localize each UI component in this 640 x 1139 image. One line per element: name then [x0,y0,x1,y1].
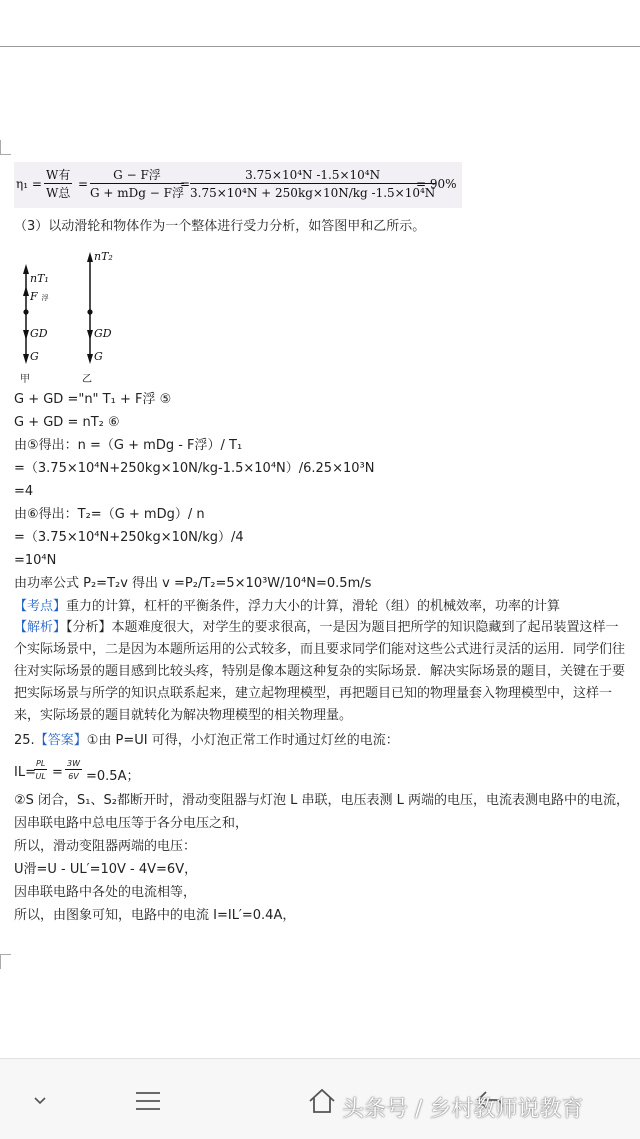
formula-fraction-2: G − F浮 G + mDg − F浮 [90,168,184,200]
kaodian-tag: 【考点】 [14,599,67,614]
equation-5: G + GD ="n" T₁ + F浮 ⑤ [14,392,172,407]
il-fraction-1: $\frac{PL}{UL}$ [35,759,46,781]
equation-6: G + GD = nT₂ ⑥ [14,415,120,430]
top-divider [0,46,640,47]
page-corner-mark-bottom [0,954,11,969]
jia-F-label: F浮 [30,290,49,303]
yi-G-arrowhead [87,354,93,364]
q25-tag: 【答案】 [34,733,87,748]
derive-T2: 由⑥得出：T₂=（G + mDg）/ n [14,507,205,522]
yi-G-label: G [94,350,103,363]
chevron-down-button[interactable] [22,1081,58,1121]
derive-n-calc: =（3.75×10⁴N+250kg×10N/kg-1.5×10⁴N）/6.25×10³N [14,461,375,476]
home-button[interactable] [302,1081,342,1121]
il-result: =0.5A； [86,769,140,784]
derive-n: 由⑤得出：n =（G + mDg - F浮）/ T₁ [14,438,243,453]
derive-T2-calc: =（3.75×10⁴N+250kg×10N/kg）/4 [14,530,244,545]
jiexi-tag: 【解析】 [14,620,67,635]
intro-text: （3）以动滑轮和物体作为一个整体进行受力分析，如答图甲和乙所示。 [14,219,426,234]
jia-caption: 甲 [20,374,30,385]
formula-result: = 90% [416,177,457,191]
il-eq: = [52,765,63,780]
home-icon [307,1087,337,1115]
il-lhs: IL= [14,765,36,780]
derive-n-result: =4 [14,484,34,499]
jiexi-paragraph [14,617,630,727]
jia-nT1-label: nT₁ [30,272,49,285]
menu-icon [134,1090,162,1112]
jia-G-label: G [30,350,39,363]
q25-number: 25. [14,733,35,748]
part2-line-2: 因串联电路中总电压等于各分电压之和， [14,816,249,831]
derive-T2-result: =10⁴N [14,553,57,568]
yi-GD-arrowhead [87,330,93,340]
yi-nT2-arrowhead [87,252,93,262]
current-formula [14,756,214,790]
jia-GD-label: GD [30,327,48,340]
page-corner-mark [0,140,11,155]
part2-line-3: 所以，滑动变阻器两端的电压： [14,839,197,854]
force-diagram-svg [18,244,158,388]
il-fraction-2: $\frac{3W}{6V}$ [67,759,80,781]
jia-G-arrowhead [23,354,29,364]
yi-caption: 乙 [82,374,92,385]
power-formula-line: 由功率公式 P₂=T₂v 得出 v =P₂/T₂=5×10³W/10⁴N=0.5m/s [14,576,372,591]
jia-GD-arrowhead [23,330,29,340]
yi-nT2-label: nT₂ [94,250,113,263]
chevron-down-icon [33,1096,47,1106]
jia-nT1-arrowhead [23,264,29,274]
part2-line-5: 因串联电路中各处的电流相等， [14,885,197,900]
part2-line-6: 所以，由图象可知，电路中的电流 I=IL′=0.4A， [14,908,296,923]
jiexi-text: 【分析】本题难度很大，对学生的要求很高，一是因为题目把所学的知识隐藏到了起吊装置这样一个实际场景中，二是因为本题所运用的公式较多，而且要求同学们能对这些公式进行灵活的运用．同学们往往对实际场景的题目感到比较头疼，特别是像本题这种复杂的实际场景．解决实际场景的题目，关键在于要把实际场景与所学的知识点联系起来，建立起物理模型，再把题目已知的物理量套入物理模型中，这样一来，实际场景的题目就转化为解决物理模型的相关物理量。 [14,620,626,723]
menu-button[interactable] [128,1081,168,1121]
formula-fraction-3: $\frac{\text{3.75×10⁴N -1.5×10⁴N}}{\text{3.75×10⁴N + 250kg×10N/kg -1.5×10⁴N}}$ [190,168,436,200]
kaodian-text: 重力的计算，杠杆的平衡条件，浮力大小的计算，滑轮（组）的机械效率，功率的计算 [66,599,561,614]
force-diagrams [18,244,158,388]
formula-eq-1: = [78,177,89,191]
kaodian-line [14,599,560,615]
formula-lhs: η₁ = [16,177,42,191]
part2-line-4: U滑=U - UL′=10V - 4V=6V， [14,862,198,877]
watermark-text: 头条号 / 乡村教师说教育 [342,1097,584,1122]
yi-GD-label: GD [94,327,112,340]
jia-F-arrowhead [23,286,29,296]
formula-eq-2: = [180,177,191,191]
efficiency-formula [14,162,462,208]
part2-line-1: ②S 闭合，S₁、S₂都断开时，滑动变阻器与灯泡 L 串联，电压表测 L 两端的电压，电流表测电路中的电流， [14,793,629,808]
formula-fraction-1: W有 W总 [46,168,71,200]
q25-text: ①由 P=UI 可得，小灯泡正常工作时通过灯丝的电流： [86,733,399,748]
q25-answer-line [14,733,399,749]
